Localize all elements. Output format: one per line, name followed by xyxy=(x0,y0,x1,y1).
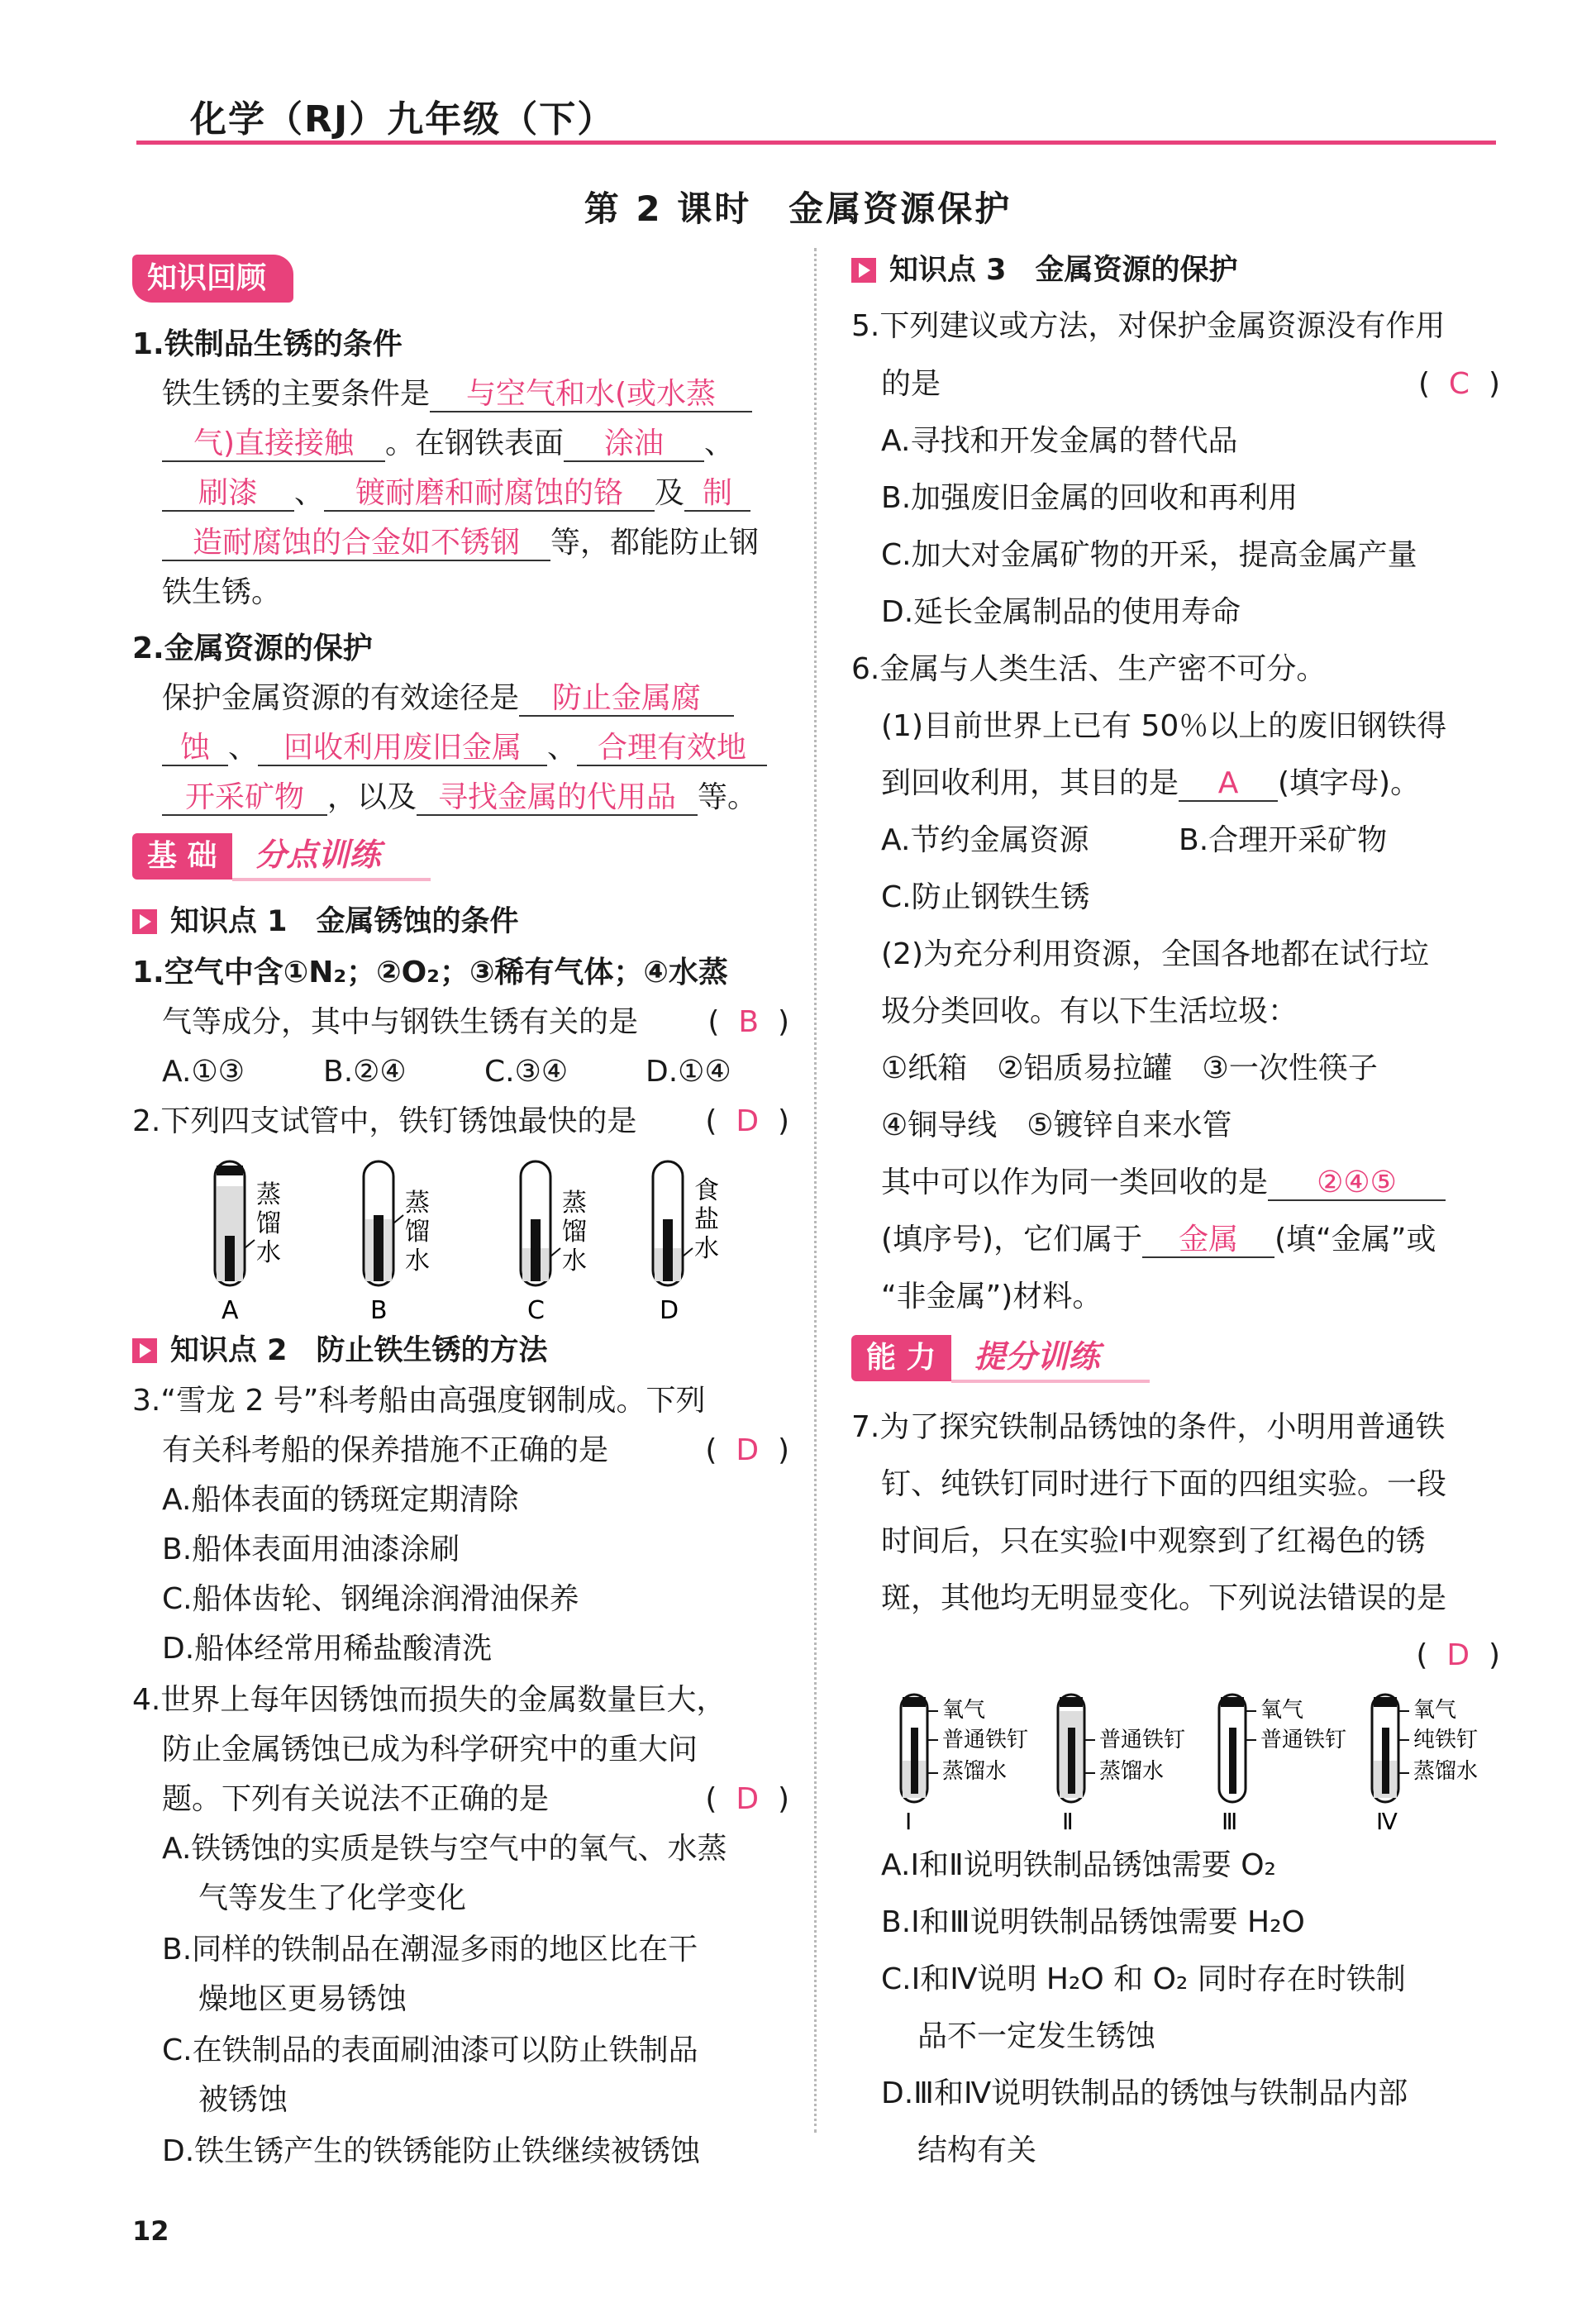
review-item2-line3: 开采矿物 ，以及 寻找金属的代用品 等。 xyxy=(132,779,789,816)
q6-part2-line2: 圾分类回收。有以下生活垃圾： xyxy=(881,994,1298,1028)
review-item2-line1: 保护金属资源的有效途径是 防止金属腐 xyxy=(132,680,789,717)
q1-options: A.①③ B.②④ C.③④ D.①④ xyxy=(162,1055,731,1089)
tube-a-liquid-1: 蒸 xyxy=(256,1180,281,1209)
basic-training-banner xyxy=(132,833,431,880)
answer-blank: 合理有效地 xyxy=(577,732,767,766)
q5-line2: 的是 ( C ) xyxy=(881,367,1500,401)
tube-iv-nail xyxy=(1382,1728,1389,1794)
q7-option-c-1: C.Ⅰ和Ⅳ说明 H₂O 和 O₂ 同时存在时铁制 xyxy=(881,1962,1406,1996)
answer-blank: 蚀 xyxy=(162,732,228,766)
play-triangle-icon xyxy=(132,909,157,934)
tube-a-nail xyxy=(225,1236,235,1281)
q6-line1: 6.金属与人类生活、生产密不可分。 xyxy=(851,652,1327,686)
q4-option-b-2: 燥地区更易锈蚀 xyxy=(198,1982,407,2016)
tube-c-liquid-1: 蒸 xyxy=(562,1189,587,1218)
q7-line1: 7.为了探究铁制品锈蚀的条件，小明用普通铁 xyxy=(851,1410,1446,1444)
review-item1-line4: 造耐腐蚀的合金如不锈钢 等，都能防止钢 xyxy=(132,525,789,561)
q4-answer-paren: ( D ) xyxy=(705,1782,789,1816)
tube-a-label: A xyxy=(222,1296,239,1323)
tube-iv-label: Ⅳ xyxy=(1376,1808,1398,1835)
tube-ii-label: Ⅱ xyxy=(1062,1808,1074,1835)
q2-answer-paren: ( D ) xyxy=(705,1104,789,1138)
tube-i-nail xyxy=(911,1728,918,1794)
tube-iv-note-2: 纯铁钉 xyxy=(1413,1728,1479,1752)
q5-option-b: B.加强废旧金属的回收和再利用 xyxy=(881,481,1298,515)
q6-part2-line7: “非金属”)材料。 xyxy=(881,1280,1103,1313)
q6-part1-line1: (1)目前世界上已有 50％以上的废旧钢铁得 xyxy=(881,709,1447,743)
q3-line1: 3.“雪龙 2 号”科考船由高强度钢制成。下列 xyxy=(132,1384,706,1418)
q7-answer-paren: ( D ) xyxy=(1416,1638,1500,1672)
q6-part1-answer: A xyxy=(1179,767,1278,802)
tube-iv-note-1: 氧气 xyxy=(1413,1698,1457,1723)
tube-a-oil-layer xyxy=(217,1166,243,1175)
q3-answer: D xyxy=(736,1433,760,1467)
q3-option-b: B.船体表面用油漆涂刷 xyxy=(162,1533,460,1566)
tube-iv xyxy=(1372,1695,1409,1802)
q6-part2-line5: 其中可以作为同一类回收的是 ②④⑤ xyxy=(851,1165,1500,1201)
q3-answer-paren: ( D ) xyxy=(705,1433,789,1467)
basic-tag: 基 础 xyxy=(132,833,232,880)
q5-option-c: C.加大对金属矿物的开采，提高金属产量 xyxy=(881,538,1417,572)
tube-b-liquid-1: 蒸 xyxy=(405,1189,430,1218)
tube-b xyxy=(364,1161,403,1285)
q7-option-c-2: 品不一定发生锈蚀 xyxy=(917,2019,1156,2053)
answer-blank: 涂油 xyxy=(564,427,704,462)
tube-ii-note-1: 普通铁钉 xyxy=(1099,1728,1186,1752)
tube-i-label: Ⅰ xyxy=(905,1808,912,1835)
q6-part2-answer2: 金属 xyxy=(1142,1223,1274,1258)
q1-line1: 1.空气中含①N₂；②O₂；③稀有气体；④水蒸 xyxy=(132,956,728,989)
lesson-title: 第 2 课时 金属资源保护 xyxy=(584,188,1012,229)
tube-b-label: B xyxy=(370,1296,388,1323)
q5-line1: 5.下列建议或方法，对保护金属资源没有作用 xyxy=(851,309,1446,343)
q7-experiment-figure xyxy=(893,1690,1496,1835)
knowledge-point-3: 知识点 3 金属资源的保护 xyxy=(851,252,1238,288)
tube-a xyxy=(215,1161,255,1285)
book-header-title: 化学（RJ）九年级（下） xyxy=(190,98,616,141)
answer-blank: 寻找金属的代用品 xyxy=(417,781,698,816)
q7-line4: 斑，其他均无明显变化。下列说法错误的是 xyxy=(881,1581,1447,1615)
q4-line2: 防止金属锈蚀已成为科学研究中的重大问 xyxy=(162,1733,698,1766)
tube-i-note-2: 普通铁钉 xyxy=(942,1728,1029,1752)
q3-option-d: D.船体经常用稀盐酸清洗 xyxy=(162,1632,493,1666)
page-number: 12 xyxy=(132,2215,169,2247)
q4-option-c-1: C.在铁制品的表面刷油漆可以防止铁制品 xyxy=(162,2033,698,2067)
tube-c xyxy=(521,1161,560,1285)
q4-option-a-1: A.铁锈蚀的实质是铁与空气中的氧气、水蒸 xyxy=(162,1832,727,1866)
tube-a-liquid-2: 馏 xyxy=(256,1209,281,1238)
q4-line3: 题。下列有关说法不正确的是 ( D ) xyxy=(162,1782,789,1816)
q5-option-d: D.延长金属制品的使用寿命 xyxy=(881,595,1241,629)
column-divider xyxy=(814,248,817,2133)
tube-iii-note-1: 氧气 xyxy=(1260,1698,1304,1723)
q1-line2: 气等成分，其中与钢铁生锈有关的是 ( B ) xyxy=(162,1005,789,1039)
q2-test-tube-figure xyxy=(198,1157,777,1323)
review-item1-line3: 刷漆 、 镀耐磨和耐腐蚀的铬 及 制 xyxy=(132,475,789,512)
q6-part2-line6: (填序号)，它们属于 金属 (填“金属”或 xyxy=(881,1223,1436,1256)
tube-d-liquid-2: 盐 xyxy=(694,1205,719,1234)
tube-d-label: D xyxy=(660,1296,679,1323)
tube-iii-label: Ⅲ xyxy=(1222,1808,1238,1835)
review-item1-line2: 气)直接接触 。在钢铁表面 涂油 、 xyxy=(132,426,789,462)
q6-part1-line2: 到回收利用，其目的是 A (填字母)。 xyxy=(881,766,1421,800)
tube-iii-nail xyxy=(1229,1728,1236,1794)
tube-b-nail xyxy=(374,1215,384,1281)
q7-answer: D xyxy=(1446,1638,1470,1672)
tube-ii-note-2: 蒸馏水 xyxy=(1099,1759,1165,1784)
answer-blank: 造耐腐蚀的合金如不锈钢 xyxy=(162,527,550,561)
q7-line3: 时间后，只在实验Ⅰ中观察到了红褐色的锈 xyxy=(881,1524,1426,1558)
q2-answer: D xyxy=(736,1104,760,1138)
play-triangle-icon xyxy=(132,1338,157,1363)
q5-answer: C xyxy=(1448,367,1470,401)
header-rule xyxy=(136,141,1496,145)
tube-b-liquid-3: 水 xyxy=(405,1247,430,1275)
tube-ii-nail xyxy=(1068,1728,1075,1794)
q4-answer: D xyxy=(736,1782,760,1816)
q4-option-c-2: 被锈蚀 xyxy=(198,2083,288,2117)
q4-line1: 4.世界上每年因锈蚀而损失的金属数量巨大， xyxy=(132,1683,727,1717)
tube-d xyxy=(653,1161,693,1285)
tube-d-liquid-3: 水 xyxy=(694,1234,719,1263)
tube-iii-note-2: 普通铁钉 xyxy=(1260,1728,1347,1752)
ability-training-banner xyxy=(851,1335,1150,1381)
answer-blank: 与空气和水(或水蒸 xyxy=(430,378,752,412)
tube-i xyxy=(901,1695,938,1802)
play-triangle-icon xyxy=(851,258,876,283)
q1-answer: B xyxy=(738,1005,760,1039)
q4-option-a-2: 气等发生了化学变化 xyxy=(198,1881,467,1915)
ability-subtitle: 提分训练 xyxy=(951,1333,1150,1383)
q3-option-a: A.船体表面的锈斑定期清除 xyxy=(162,1483,519,1517)
tube-i-note-1: 氧气 xyxy=(942,1698,986,1723)
q7-option-b: B.Ⅰ和Ⅲ说明铁制品锈蚀需要 H₂O xyxy=(881,1905,1305,1939)
q6-part2-line1: (2)为充分利用资源，全国各地都在试行垃 xyxy=(881,937,1429,971)
tube-c-liquid-3: 水 xyxy=(562,1247,587,1275)
q6-part2-answer1: ②④⑤ xyxy=(1268,1166,1446,1201)
tube-iii xyxy=(1219,1695,1256,1802)
tube-d-liquid-1: 食 xyxy=(694,1176,719,1205)
q7-line2: 钉、纯铁钉同时进行下面的四组实验。一段 xyxy=(881,1467,1447,1501)
tube-c-nail xyxy=(531,1219,541,1281)
q1-answer-paren: ( B ) xyxy=(707,1005,789,1039)
answer-blank: 制 xyxy=(684,477,750,512)
q7-option-a: A.Ⅰ和Ⅱ说明铁制品锈蚀需要 O₂ xyxy=(881,1848,1276,1882)
q6-part1-option-c: C.防止钢铁生锈 xyxy=(881,880,1090,914)
knowledge-point-2: 知识点 2 防止铁生锈的方法 xyxy=(132,1333,548,1369)
answer-blank: 开采矿物 xyxy=(162,781,327,816)
q7-option-d-1: D.Ⅲ和Ⅳ说明铁制品的锈蚀与铁制品内部 xyxy=(881,2076,1408,2110)
tube-d-nail xyxy=(663,1219,673,1281)
tube-ii xyxy=(1058,1695,1095,1802)
q5-answer-paren: ( C ) xyxy=(1417,367,1500,401)
q4-option-b-1: B.同样的铁制品在潮湿多雨的地区比在干 xyxy=(162,1933,698,1967)
q7-option-d-2: 结构有关 xyxy=(917,2133,1037,2167)
q5-option-a: A.寻找和开发金属的替代品 xyxy=(881,424,1238,458)
q2-line1: 2.下列四支试管中，铁钉锈蚀最快的是 ( D ) xyxy=(132,1104,789,1138)
review-item1-heading: 1.铁制品生锈的条件 xyxy=(132,327,403,361)
q6-part1-options-ab: A.节约金属资源 B.合理开采矿物 xyxy=(881,823,1388,857)
review-item2-line2: 蚀 、 回收利用废旧金属 、 合理有效地 xyxy=(132,730,789,766)
knowledge-point-1: 知识点 1 金属锈蚀的条件 xyxy=(132,903,519,940)
tube-b-liquid-2: 馏 xyxy=(405,1218,430,1247)
q6-part2-items1: ①纸箱 ②铝质易拉罐 ③一次性筷子 xyxy=(881,1051,1378,1085)
answer-blank: 镀耐磨和耐腐蚀的铬 xyxy=(324,477,655,512)
review-item2-heading: 2.金属资源的保护 xyxy=(132,632,373,665)
basic-subtitle: 分点训练 xyxy=(232,832,431,881)
answer-blank: 回收利用废旧金属 xyxy=(258,732,547,766)
q4-option-d: D.铁生锈产生的铁锈能防止铁继续被锈蚀 xyxy=(162,2134,701,2168)
tube-iv-note-3: 蒸馏水 xyxy=(1413,1759,1479,1784)
q6-part2-items2: ④铜导线 ⑤镀锌自来水管 xyxy=(881,1108,1232,1142)
answer-blank: 刷漆 xyxy=(162,477,294,512)
review-banner: 知识回顾 xyxy=(132,255,293,303)
q3-option-c: C.船体齿轮、钢绳涂润滑油保养 xyxy=(162,1582,579,1616)
answer-blank: 防止金属腐 xyxy=(519,682,734,717)
review-item1-line1: 铁生锈的主要条件是 与空气和水(或水蒸 xyxy=(132,376,789,412)
review-item1-line5: 铁生锈。 xyxy=(162,575,282,609)
tube-i-note-3: 蒸馏水 xyxy=(942,1759,1008,1784)
tube-a-liquid-3: 水 xyxy=(256,1238,281,1267)
tube-c-liquid-2: 馏 xyxy=(562,1218,587,1247)
tube-c-label: C xyxy=(527,1296,545,1323)
answer-blank: 气)直接接触 xyxy=(162,427,385,462)
q3-line2: 有关科考船的保养措施不正确的是 ( D ) xyxy=(162,1433,789,1467)
ability-tag: 能 力 xyxy=(851,1335,951,1381)
